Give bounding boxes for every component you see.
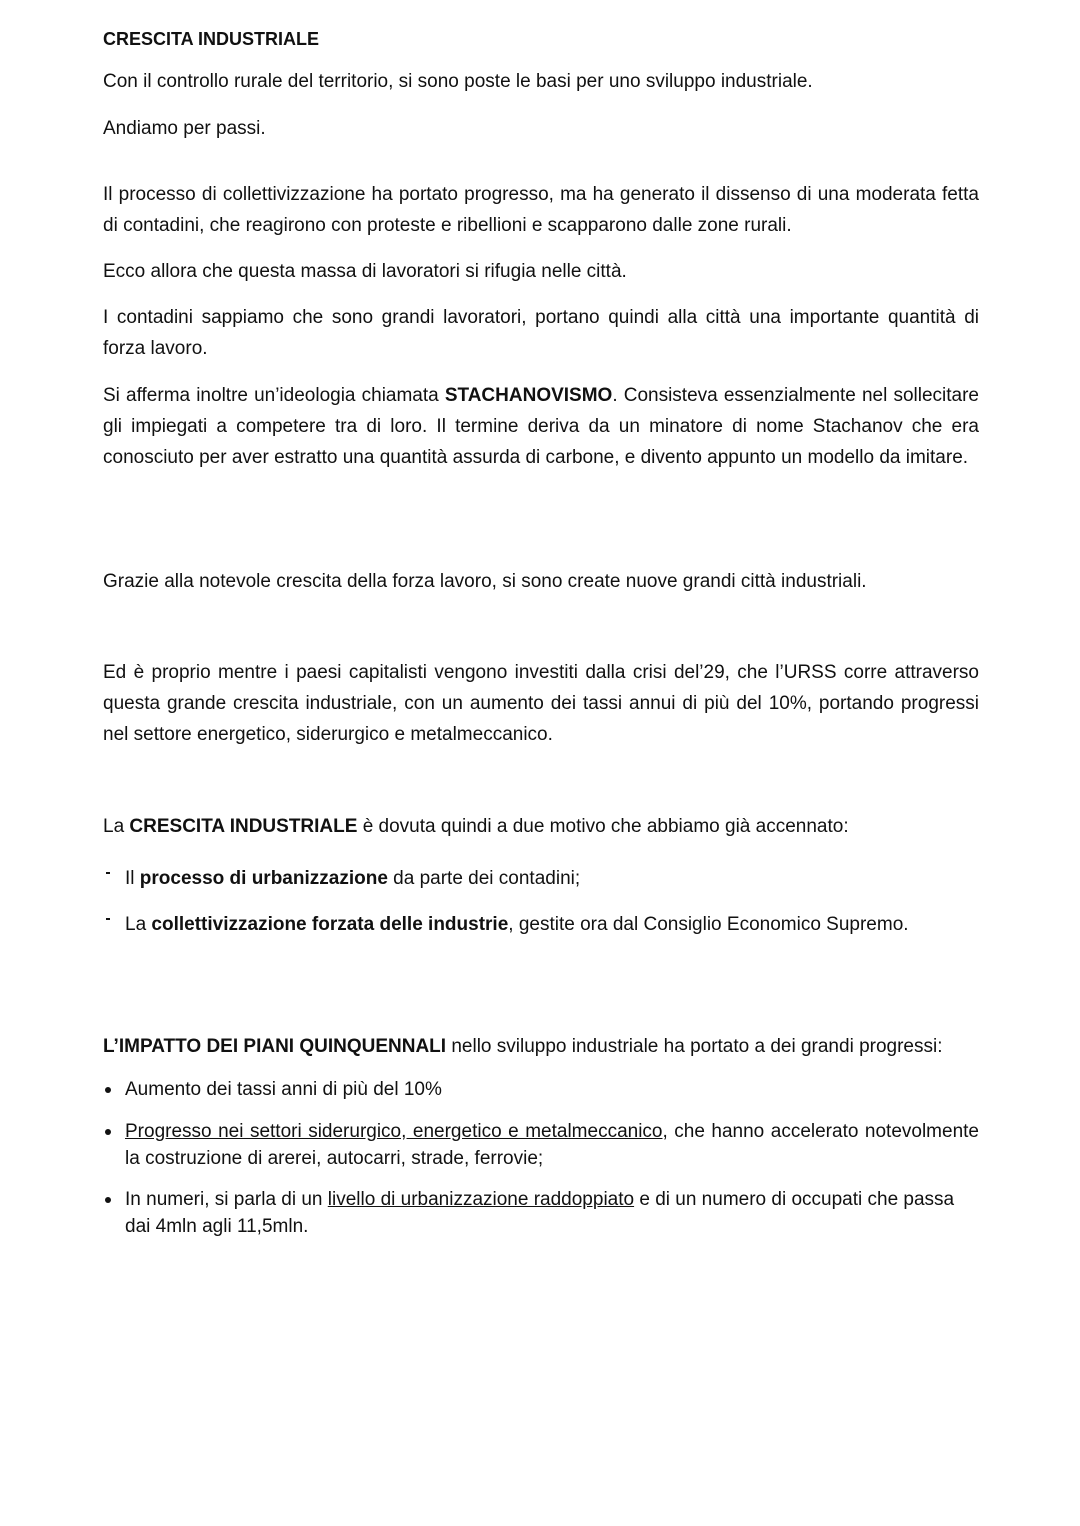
paragraph-stachanovism: [103, 380, 979, 473]
list-item: Aumento dei tassi anni di più del 10%: [125, 1079, 442, 1100]
five-year-plans-bold: L’IMPATTO DEI PIANI QUINQUENNALI: [103, 1036, 447, 1057]
list-item: In numeri, si parla di un livello di urbanizzazione raddoppiato e di un numero di occupati che passa dai 4mln agli 11,5mln.: [125, 1189, 955, 1237]
paragraph-rural-control: Con il controllo rurale del territorio, si sono poste le basi per uno sviluppo industriale.: [103, 71, 813, 92]
paragraph-growth-reasons: [103, 811, 979, 842]
list-item: La collettivizzazione forzata delle industrie, gestite ora dal Consiglio Economico Supremo.: [125, 914, 909, 935]
growth-reasons-bold: CRESCITA INDUSTRIALE: [129, 816, 358, 837]
stachanovism-description: . Consisteva essenzialmente nel sollecitare gli impiegati a competere tra di loro. Il termine deriva da un minatore di nome Stachanov che era conosciuto per aver estratto una quantità assurda di carbone, e divento appunto un modello da imitare.: [103, 385, 979, 468]
stachanovism-term: STACHANOVISMO: [444, 385, 613, 406]
growth-reasons-post: è dovuta quindi a due motivo che abbiamo già accennato:: [357, 816, 849, 837]
list-item: Il processo di urbanizzazione da parte dei contadini;: [125, 868, 581, 889]
document-title: CRESCITA INDUSTRIALE: [103, 29, 319, 49]
reasons-dash-list: [103, 865, 979, 938]
paragraph-peasants-workforce: I contadini sappiamo che sono grandi lavoratori, portano quindi alla città una importante quantità di forza lavoro.: [103, 307, 979, 359]
paragraph-industrial-cities: Grazie alla notevole crescita della forza lavoro, si sono create nuove grandi città industriali.: [103, 571, 867, 592]
paragraph-step-by-step: Andiamo per passi.: [103, 118, 266, 139]
paragraph-workers-to-cities: Ecco allora che questa massa di lavoratori si rifugia nelle città.: [103, 261, 627, 282]
impact-bullet-list: [103, 1076, 979, 1240]
paragraph-crisis-29: Ed è proprio mentre i paesi capitalisti vengono investiti dalla crisi del’29, che l’URSS corre attraverso questa grande crescita industriale, con un aumento dei tassi annui di più del 10%, portando progressi nel settore energetico, siderurgico e metalmeccanico.: [103, 662, 979, 745]
list-item: Progresso nei settori siderurgico, energetico e metalmeccanico, che hanno accelerato notevolmente la costruzione di arerei, autocarri, strade, ferrovie;: [125, 1121, 979, 1169]
paragraph-five-year-plans: [103, 1031, 979, 1062]
five-year-plans-post: nello sviluppo industriale ha portato a dei grandi progressi:: [446, 1036, 943, 1057]
growth-reasons-pre: La: [103, 816, 130, 837]
stachanovism-intro: Si afferma inoltre un’ideologia chiamata: [103, 385, 445, 406]
paragraph-collectivization: Il processo di collettivizzazione ha portato progresso, ma ha generato il dissenso di una moderata fetta di contadini, che reagirono con proteste e ribellioni e scapparono dalle zone rurali.: [103, 184, 979, 236]
